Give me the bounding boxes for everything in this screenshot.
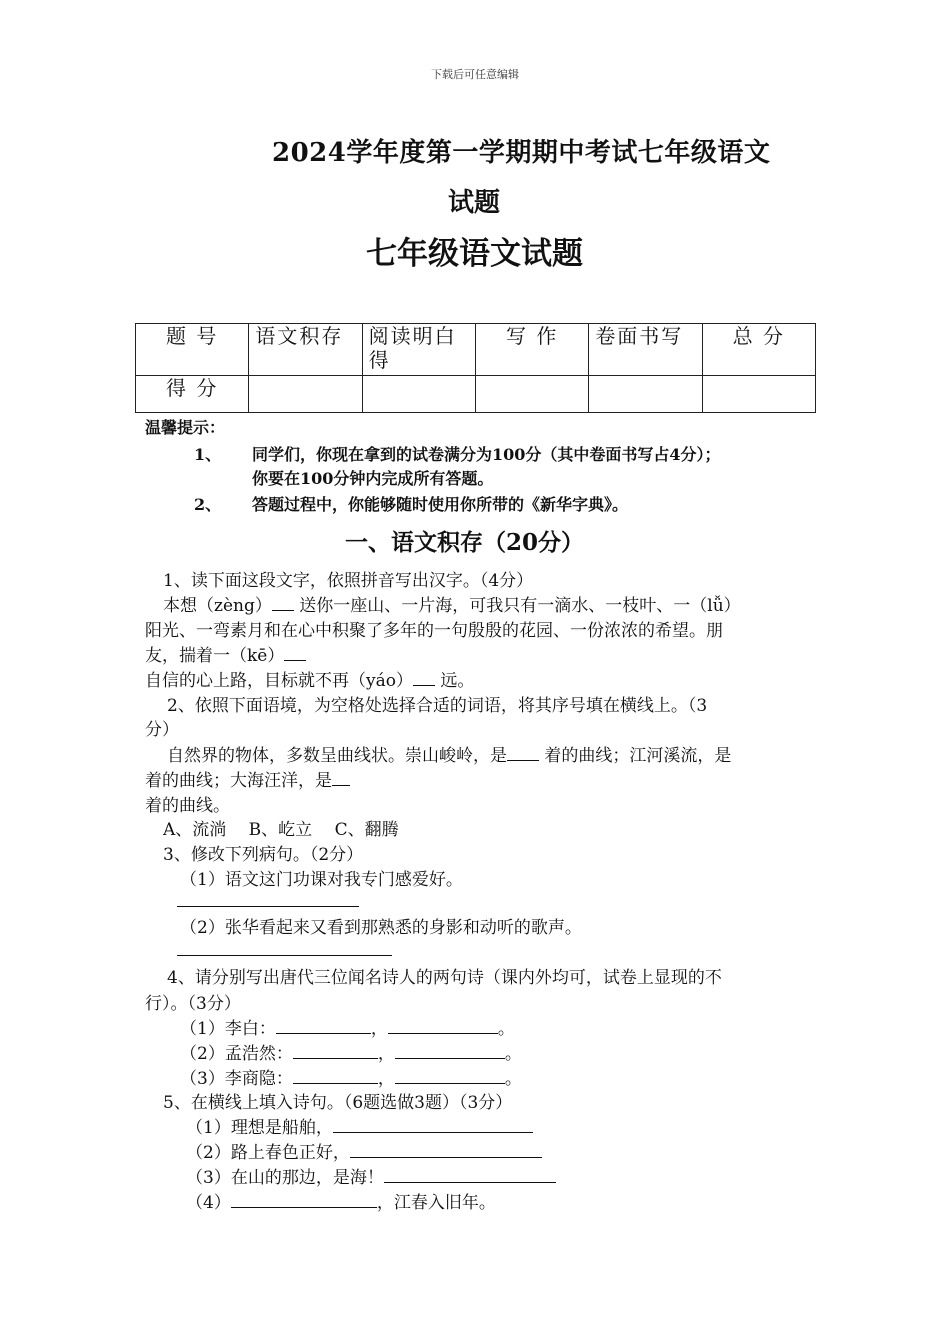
answer-blank[interactable] — [284, 644, 306, 661]
poem-item — [186, 1113, 533, 1138]
answer-blank[interactable] — [395, 1067, 505, 1084]
question-text: 自然界的物体，多数呈曲线状。崇山峻岭，是 — [167, 746, 507, 766]
question-stem: 2、依照下面语境，为空格处选择合适的词语，将其序号填在横线上。（3 — [167, 696, 708, 716]
punctuation: 。 — [497, 1019, 515, 1039]
question-stem: 分） — [145, 720, 179, 740]
answer-blank[interactable] — [333, 1116, 533, 1133]
poet-item — [180, 1014, 515, 1039]
answer-line[interactable] — [177, 955, 392, 956]
score-input-cell[interactable] — [475, 376, 588, 413]
score-input-cell[interactable] — [362, 376, 475, 413]
poem-text: （2）路上春色正好， — [186, 1143, 350, 1163]
score-row-label: 得 分 — [136, 376, 249, 413]
question-text: 送你一座山、一片海，可我只有一滴水、一枝叶、一（lǚ） — [299, 596, 741, 616]
question-stem: 4、请分别写出唐代三位闻名诗人的两句诗（课内外均可，试卷上显现的不 — [167, 968, 722, 988]
poem-item — [186, 1163, 556, 1188]
answer-options: A、流淌 B、屹立 C、翻腾 — [163, 820, 399, 840]
question-line — [167, 741, 731, 766]
poet-label: （1）李白： — [180, 1019, 276, 1039]
score-header-cell: 写 作 — [475, 324, 588, 376]
poem-item — [186, 1188, 496, 1213]
question-text: 着的曲线；江河溪流，是 — [544, 746, 732, 766]
score-table-header-row — [136, 324, 816, 376]
punctuation: ， — [377, 1069, 395, 1089]
poet-item — [180, 1039, 522, 1064]
answer-blank[interactable] — [388, 1017, 498, 1034]
question-line: 阳光、一弯素月和在心中积聚了多年的一句殷殷的花园、一份浓浓的希望。朋 — [145, 621, 723, 641]
question-stem: 3、修改下列病句。（2分） — [163, 845, 364, 865]
question-text: 友，揣着一（kē） — [145, 646, 285, 666]
score-header-cell: 语文积存 — [249, 324, 362, 376]
sentence-item: （1）语文这门功课对我专门感爱好。 — [180, 870, 463, 890]
tip-text: 你要在100分钟内完成所有答题。 — [252, 469, 494, 488]
question-text: 自信的心上路，目标就不再（yáo） — [145, 671, 413, 691]
answer-blank[interactable] — [276, 1017, 371, 1034]
score-header-cell: 卷面书写 — [589, 324, 702, 376]
score-header-cell: 阅读明白得 — [362, 324, 475, 376]
answer-blank[interactable] — [332, 769, 350, 786]
score-table-row — [136, 376, 816, 413]
question-line — [163, 591, 741, 616]
punctuation: ， — [377, 1044, 395, 1064]
poem-text: （3）在山的那边，是海！ — [186, 1168, 384, 1188]
punctuation: 。 — [504, 1044, 522, 1064]
question-line: 着的曲线。 — [145, 796, 230, 816]
poem-text: ，江春入旧年。 — [376, 1193, 496, 1213]
tips-label: 温馨提示： — [145, 418, 226, 437]
question-stem: 1、读下面这段文字，依照拼音写出汉字。（4分） — [163, 571, 534, 591]
answer-blank[interactable] — [231, 1191, 377, 1208]
tip-text: 答题过程中，你能够随时使用你所带的《新华字典》。 — [252, 495, 629, 514]
tip-text: 同学们，你现在拿到的试卷满分为100分（其中卷面书写占4分）； — [252, 445, 721, 464]
poem-text: （4） — [186, 1193, 231, 1213]
score-input-cell[interactable] — [589, 376, 702, 413]
answer-blank[interactable] — [293, 1042, 378, 1059]
answer-blank[interactable] — [384, 1166, 556, 1183]
poet-label: （3）李商隐： — [180, 1069, 293, 1089]
score-input-cell[interactable] — [249, 376, 362, 413]
answer-blank[interactable] — [507, 744, 539, 761]
exam-title-line2: 试题 — [448, 188, 501, 218]
question-line — [145, 766, 350, 791]
answer-line[interactable] — [177, 906, 359, 907]
section-title: 一、语文积存（20分） — [345, 529, 585, 556]
answer-blank[interactable] — [293, 1067, 378, 1084]
sentence-item: （2）张华看起来又看到那熟悉的身影和动听的歌声。 — [180, 918, 582, 938]
question-stem: 行）。（3分） — [145, 994, 241, 1014]
question-line — [145, 666, 474, 691]
score-table — [135, 323, 816, 413]
question-text: 着的曲线；大海汪洋，是 — [145, 771, 332, 791]
poet-label: （2）孟浩然： — [180, 1044, 293, 1064]
header-note: 下载后可任意编辑 — [431, 68, 519, 81]
poet-item — [180, 1064, 522, 1089]
exam-main-title: 七年级语文试题 — [366, 236, 583, 272]
punctuation: ， — [370, 1019, 388, 1039]
score-input-cell[interactable] — [702, 376, 815, 413]
answer-blank[interactable] — [350, 1141, 542, 1158]
question-text: 远。 — [440, 671, 475, 691]
answer-blank[interactable] — [413, 669, 435, 686]
tip-number: 1、 — [194, 445, 222, 464]
tip-number: 2、 — [194, 495, 222, 514]
answer-blank[interactable] — [395, 1042, 505, 1059]
poem-item — [186, 1138, 542, 1163]
question-line — [145, 641, 306, 666]
answer-blank[interactable] — [272, 594, 294, 611]
question-stem: 5、在横线上填入诗句。（6题选做3题）（3分） — [163, 1093, 513, 1113]
question-text: 本想（zèng） — [163, 596, 272, 616]
punctuation: 。 — [504, 1069, 522, 1089]
exam-title-line1: 2024学年度第一学期期中考试七年级语文 — [272, 138, 771, 168]
score-header-cell: 题 号 — [136, 324, 249, 376]
score-header-cell: 总 分 — [702, 324, 815, 376]
poem-text: （1）理想是船舶， — [186, 1118, 333, 1138]
